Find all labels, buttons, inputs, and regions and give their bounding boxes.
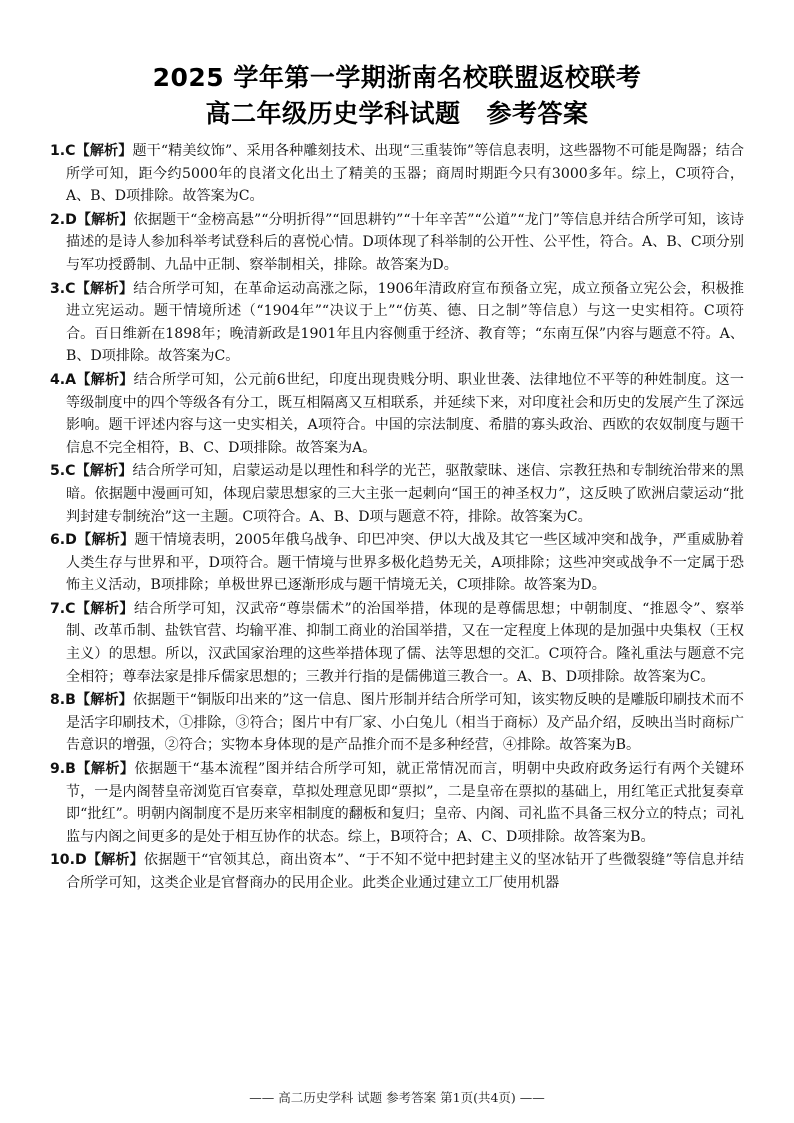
question-number: 5. [50, 463, 66, 480]
analysis-label: 【解析】 [76, 532, 135, 549]
answer-letter: C [65, 463, 76, 480]
analysis-text: 结合所学可知，公元前6世纪，印度出现贵贱分明、职业世袭、法律地位不平等的种姓制度。这一等级制度中的四个等级各有分工，既互相隔离又互相联系，并延续下来，对印度社会和历史的发展产生了深远影响。题干评述内容与这一史实相关，A项符合。中国的宗法制度、希腊的寡头政治、西欧的农奴制度与题干信息不完全相符，B、C、D项排除。故答案为A。 [66, 371, 745, 456]
question-number: 3. [50, 280, 66, 297]
analysis-text: 依据题干“官领其总，商出资本”、“于不知不觉中把封建主义的坚冰钻开了些微裂缝”等信息并结合所学可知，这类企业是官督商办的民用企业。此类企业通过建立工厂使用机器 [66, 852, 744, 891]
answer-item [50, 529, 744, 597]
question-number: 2. [50, 211, 66, 228]
question-number: 4. [50, 371, 66, 388]
analysis-label: 【解析】 [75, 600, 134, 617]
analysis-text: 依据题干“金榜高悬”“分明折得”“回思耕钓”“十年辛苦”“公道”“龙门”等信息并结合所学可知，该诗描述的是诗人参加科举考试登科后的喜悦心情。D项体现了科举制的公开性、公平性，符合。A、B、C项分别与军功授爵制、九品中正制、察举制相关，排除。故答案为D。 [66, 211, 744, 273]
page-footer: —— 高二历史学科 试题 参考答案 第1页(共4页) —— [249, 1090, 545, 1105]
answer-item [50, 209, 744, 277]
answer-letter: D [65, 211, 77, 228]
question-number: 10. [50, 852, 75, 869]
question-number: 7. [50, 600, 66, 617]
document-title: 2025 学年第一学期浙南名校联盟返校联考 [152, 63, 642, 92]
answer-letter: C [65, 280, 76, 297]
question-number: 1. [50, 143, 66, 159]
analysis-label: 【解析】 [75, 280, 134, 297]
question-number: 6. [50, 532, 66, 549]
answer-item [50, 369, 744, 459]
analysis-label: 【解析】 [75, 692, 133, 709]
answer-letter: C [65, 143, 76, 159]
analysis-text: 结合所学可知，在革命运动高涨之际，1906年清政府宣布预备立宪，成立预备立宪公会，积极推进立宪运动。题干情境所述（“1904年”“决议于上”“仿英、德、日之制”等信息）与这一史实相符。C项符合。百日维新在1898年；晚清新政是1901年且内容侧重于经济、教育等；“东南互保”内容与题意不符。A、B、D项排除。故答案为C。 [66, 280, 744, 365]
analysis-text: 题干情境表明，2005年俄乌战争、印巴冲突、伊以大战及其它一些区域冲突和战争，严重威胁着人类生存与世界和平，D项符合。题干情境与世界多极化趋势无关，A项排除；这些冲突或战争不一定属于恐怖主义活动，B项排除；单极世界已逐渐形成与题干情境无关，C项排除。故答案为D。 [66, 532, 745, 594]
analysis-text: 依据题干“基本流程”图并结合所学可知，就正常情况而言，明朝中央政府政务运行有两个关键环节，一是内阁替皇帝浏览百官奏章，草拟处理意见即“票拟”，二是皇帝在票拟的基础上，用红笔正式批复奏章即“批红”。明朝内阁制度不是历来宰相制度的翻板和复归；皇帝、内阁、司礼监不具备三权分立的特点；司礼监与内阁之间更多的是处于相互协作的状态。综上，B项符合；A、C、D项排除。故答案为B。 [66, 761, 745, 845]
analysis-text: 结合所学可知，汉武帝“尊崇儒术”的治国举措，体现的是尊儒思想；中朝制度、“推恩令”、察举制、改革币制、盐铁官营、均输平准、抑制工商业的治国举措，又在一定程度上体现的是加强中央集权（王权主义）的思想。所以，汉武国家治理的这些举措体现了儒、法等思想的交汇。C项符合。隆礼重法与题意不完全相符；尊奉法家是排斥儒家思想的；三教并行指的是儒佛道三教合一。A、B、D项排除。故答案为C。 [66, 600, 745, 685]
answer-letter: C [65, 600, 76, 617]
answer-letter: B [65, 761, 76, 778]
answer-list [50, 140, 744, 895]
analysis-text: 结合所学可知，启蒙运动是以理性和科学的光芒，驱散蒙昧、迷信、宗教狂热和专制统治带来的黑暗。依据题中漫画可知，体现启蒙思想家的三大主张一起刺向“国王的神圣权力”，这反映了欧洲启蒙运动“批判封建专制统治”这一主题。C项符合。A、B、D项与题意不符，排除。故答案为C。 [66, 463, 745, 525]
answer-letter: A [65, 371, 77, 388]
answer-letter: B [65, 692, 76, 709]
answer-item [50, 598, 744, 688]
answer-item [50, 758, 744, 848]
subtitle-subject: 高二年级历史学科试题 [205, 99, 461, 128]
analysis-label: 【解析】 [76, 371, 134, 388]
answer-item [50, 140, 744, 208]
answer-item [50, 689, 744, 757]
answer-item [50, 849, 744, 894]
analysis-label: 【解析】 [76, 211, 134, 228]
question-number: 8. [50, 692, 66, 709]
answer-item [50, 460, 744, 528]
subtitle-answers: 参考答案 [486, 99, 589, 128]
analysis-text: 题干“精美纹饰”、采用各种雕刻技术、出现“三重装饰”等信息表明，这些器物不可能是陶器；结合所学可知，距今约5000年的良渚文化出土了精美的玉器；商周时期距今只有3000多年。综上，C项符合，A、B、D项排除。故答案为C。 [66, 143, 744, 205]
analysis-text: 依据题干“铜版印出来的”这一信息、图片形制并结合所学可知，该实物反映的是雕版印刷技术而不是活字印刷技术，①排除，③符合；图片中有厂家、小白兔儿（相当于商标）及产品介绍，反映出当时商标广告意识的增强，②符合；实物本身体现的是产品推介而不是多种经营，④排除。故答案为B。 [66, 692, 745, 754]
answer-item [50, 278, 744, 368]
analysis-label: 【解析】 [86, 852, 144, 869]
question-number: 9. [50, 761, 66, 778]
analysis-label: 【解析】 [75, 463, 133, 480]
document-subtitle [0, 94, 794, 130]
answer-letter: D [74, 852, 87, 869]
analysis-label: 【解析】 [75, 143, 133, 159]
analysis-label: 【解析】 [75, 761, 135, 778]
answer-letter: D [65, 532, 77, 549]
